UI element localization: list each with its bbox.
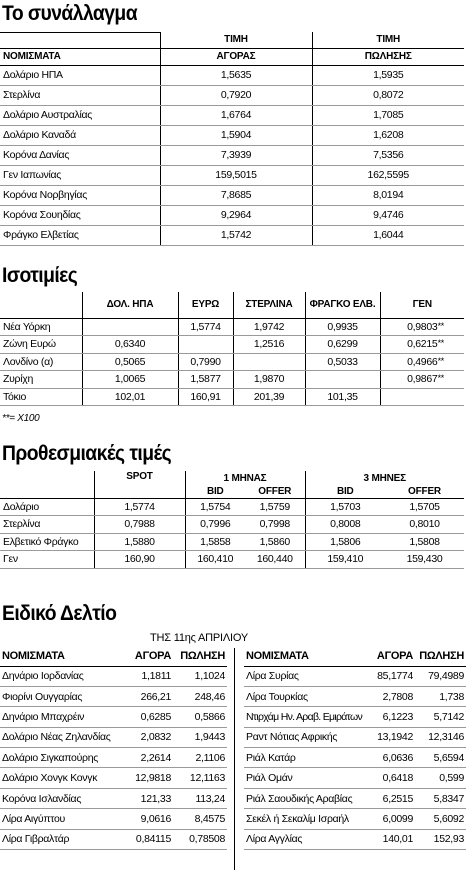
m1-bid-value: 1,5754 [185,498,245,516]
bulletin-row [0,686,227,706]
parity-star: ** [437,355,444,366]
m3-offer-value: 1,5705 [385,498,464,516]
bulletin-currency: Κορόνα Ισλανδίας [0,788,123,808]
bulletin-left-table [0,646,227,850]
bulletin-sell: 1,1024 [173,666,227,686]
parity-value [380,318,464,336]
parity-value-text: 0,9867 [407,373,438,386]
parity-row [0,336,464,354]
m1-offer-value: 160,440 [245,551,305,569]
forward-row [0,533,464,551]
sell-price: 1,7085 [312,105,464,125]
sell-price: 162,5595 [312,165,464,185]
exchange-row [0,105,464,125]
parity-value: 0,6340 [82,336,178,354]
exchange-row [0,125,464,145]
bulletin-currency: Δηνάριο Ιορδανίας [0,666,123,686]
buy-price: 7,3939 [160,145,312,165]
bulletin-currency: Ριάλ Κατάρ [244,748,367,768]
m3-bid-value: 1,5703 [305,498,385,516]
m1-bid-value: 1,5858 [185,533,245,551]
currency-name: Δολάριο Καναδά [0,125,160,145]
bulletin-row [244,809,466,829]
bulletin-sell: 8,4575 [173,809,227,829]
sell-price: 8,0194 [312,185,464,205]
bulletin-row [0,788,227,808]
bulletin-buy: 2,7808 [367,686,415,706]
bulletin-buy: 85,1774 [367,666,415,686]
forward-row [0,498,464,516]
parity-value-text: 0,9803 [407,320,438,333]
bulletin-sell: 1,738 [415,686,466,706]
buy-price: 9,2964 [160,205,312,225]
bulletin-right-table [244,646,466,850]
m1-bid-value: 0,7996 [185,516,245,534]
m1-offer-value: 0,7998 [245,516,305,534]
spot-value: 160,90 [94,551,185,569]
parity-city: Τόκιο [0,388,82,406]
bulletin-row [244,829,466,849]
parity-value [380,388,464,406]
bulletin-sell: 79,4989 [415,666,466,686]
bulletin-currency: Λίρα Γιβραλτάρ [0,829,123,849]
exchange-top-rule [0,32,160,33]
bulletin-sell: 152,93 [415,829,466,849]
bulletin-currency: Δολάριο Σιγκαπούρης [0,748,123,768]
bulletin-currency: Φιορίνι Ουγγαρίας [0,686,123,706]
parity-row [0,318,464,336]
bulletin-currency: Σεκέλ ή Σεκαλίμ Ισραήλ [244,809,367,829]
bulletin-sell: 12,1163 [173,768,227,788]
m3-bid-value: 1,5806 [305,533,385,551]
bulletin-sell: 248,46 [173,686,227,706]
buy-price: 7,8685 [160,185,312,205]
bulletin-row [0,707,227,727]
m3-offer-value: 159,430 [385,551,464,569]
forward-row [0,516,464,534]
bulletin-sell: 113,24 [173,788,227,808]
parity-city: Νέα Υόρκη [0,318,82,336]
bulletin-currency: Λίρα Τουρκίας [244,686,367,706]
parity-col-header: ΣΤΕΡΛΙΝΑ [233,292,305,318]
m3-bid-value: 0,8008 [305,516,385,534]
m3-offer-value: 1,5808 [385,533,464,551]
sell-price: 1,6044 [312,225,464,245]
col-price2-header: ΤΙΜΗ [312,32,464,48]
m1-offer-value: 1,5860 [245,533,305,551]
parity-value: 0,9935 [305,318,380,336]
forward-table [0,471,464,569]
parity-value: 1,0065 [82,371,178,389]
bulletin-left-sell-header: ΠΩΛΗΣΗ [173,646,227,666]
bulletin-row [0,727,227,747]
bulletin-row [0,748,227,768]
bulletin-currency: Λίρα Αγγλίας [244,829,367,849]
bulletin-buy: 6,0099 [367,809,415,829]
bulletin-row [244,707,466,727]
parity-value: 101,35 [305,388,380,406]
spot-value: 1,5774 [94,498,185,516]
bulletin-right-sell-header: ΠΩΛΗΣΗ [415,646,466,666]
parity-star: ** [437,338,444,349]
col-price1-header: ΤΙΜΗ [160,32,312,48]
bulletin-currency: Ραντ Νότιας Αφρικής [244,727,367,747]
bulletin-buy: 2,0832 [123,727,173,747]
bulletin-currency: Ριάλ Σαουδικής Αραβίας [244,788,367,808]
spot-value: 1,5880 [94,533,185,551]
bulletin-row [0,809,227,829]
forward-title: Προθεσμιακές τιμές [2,442,172,465]
bulletin-sell: 5,7142 [415,707,466,727]
bulletin-buy: 0,6285 [123,707,173,727]
bulletin-buy: 12,9818 [123,768,173,788]
bulletin-buy: 140,01 [367,829,415,849]
exchange-title: Το συνάλλαγμα [2,2,138,25]
currency-name: Δολάριο ΗΠΑ [0,65,160,85]
buy-price: 159,5015 [160,165,312,185]
parity-col-header: ΓΕΝ [380,292,464,318]
parity-city: Λονδίνο (α) [0,353,82,371]
parity-value: 201,39 [233,388,305,406]
parity-value: 160,91 [178,388,233,406]
parity-value [380,336,464,354]
parity-value: 0,5033 [305,353,380,371]
currency-name: Φράγκο Ελβετίας [0,225,160,245]
buy-price: 1,5635 [160,65,312,85]
parity-city: Ζυρίχη [0,371,82,389]
sell-price: 1,6208 [312,125,464,145]
exchange-row [0,65,464,85]
currency-name: Γεν Ιαπωνίας [0,165,160,185]
parity-value: 0,7990 [178,353,233,371]
bulletin-row [244,768,466,788]
buy-price: 0,7920 [160,85,312,105]
parity-value [380,371,464,389]
m1-offer-header: OFFER [245,485,305,498]
bulletin-row [0,666,227,686]
exchange-row [0,205,464,225]
bulletin-sell: 5,6594 [415,748,466,768]
bulletin-row [244,748,466,768]
m3-offer-value: 0,8010 [385,516,464,534]
parity-star: ** [437,373,444,384]
bulletin-divider [234,648,235,870]
bulletin-title: Ειδικό Δελτίο [2,602,117,625]
bulletin-buy: 2,2614 [123,748,173,768]
bulletin-row [0,768,227,788]
currency-name: Κορόνα Δανίας [0,145,160,165]
parity-row [0,371,464,389]
forward-currency: Στερλίνα [0,516,94,534]
sell-price: 7,5356 [312,145,464,165]
m3-bid-value: 159,410 [305,551,385,569]
bulletin-buy: 266,21 [123,686,173,706]
parity-value [305,371,380,389]
currency-name: Κορόνα Νορβηγίας [0,185,160,205]
parities-note: **= X100 [2,413,40,424]
exchange-row [0,85,464,105]
exchange-row [0,145,464,165]
bulletin-buy: 0,84115 [123,829,173,849]
sell-price: 9,4746 [312,205,464,225]
parity-row [0,388,464,406]
bulletin-buy: 6,1223 [367,707,415,727]
currency-name: Στερλίνα [0,85,160,105]
m1-bid-value: 160,410 [185,551,245,569]
bulletin-sell: 5,8347 [415,788,466,808]
forward-currency: Ελβετικό Φράγκο [0,533,94,551]
buy-price: 1,5904 [160,125,312,145]
m3-offer-header: OFFER [385,485,464,498]
bulletin-sell: 0,599 [415,768,466,788]
parity-value: 1,5877 [178,371,233,389]
bulletin-row [244,788,466,808]
parity-value [178,336,233,354]
bulletin-date: ΤΗΣ 11ης ΑΠΡΙΛΙΟΥ [150,632,249,644]
parity-col-header: ΦΡΑΓΚΟ ΕΛΒ. [305,292,380,318]
bulletin-buy: 6,0636 [367,748,415,768]
bulletin-buy: 121,33 [123,788,173,808]
m3-header: 3 ΜΗΝΕΣ [305,471,464,485]
parity-value: 1,9870 [233,371,305,389]
parity-value: 102,01 [82,388,178,406]
bulletin-currency: Λίρα Συρίας [244,666,367,686]
col-currency-header: ΝΟΜΙΣΜΑΤΑ [0,48,160,65]
buy-price: 1,5742 [160,225,312,245]
bulletin-sell: 2,1106 [173,748,227,768]
bulletin-currency: Ντιρχάμ Ην. Αραβ. Εμιράτων [244,707,367,727]
bulletin-left-buy-header: ΑΓΟΡΑ [123,646,173,666]
bulletin-sell: 0,5866 [173,707,227,727]
bulletin-currency: Δηνάριο Μπαχρέιν [0,707,123,727]
exchange-row [0,165,464,185]
parity-star: ** [437,320,444,331]
m1-bid-header: BID [185,485,245,498]
bulletin-row [244,727,466,747]
bulletin-row [0,829,227,849]
parity-value: 0,6299 [305,336,380,354]
parity-city: Ζώνη Ευρώ [0,336,82,354]
parity-value: 1,9742 [233,318,305,336]
col-buy-header: ΑΓΟΡΑΣ [160,48,312,65]
bulletin-buy: 9,0616 [123,809,173,829]
parity-value: 1,5774 [178,318,233,336]
sell-price: 1,5935 [312,65,464,85]
forward-row [0,551,464,569]
bulletin-currency: Δολάριο Χονγκ Κονγκ [0,768,123,788]
sell-price: 0,8072 [312,85,464,105]
forward-currency: Γεν [0,551,94,569]
parity-value-text: 0,4966 [407,355,438,368]
bulletin-currency: Δολάριο Νέας Ζηλανδίας [0,727,123,747]
exchange-row [0,225,464,245]
parities-title: Ισοτιμίες [2,264,78,287]
parity-value: 1,2516 [233,336,305,354]
bulletin-sell: 1,9443 [173,727,227,747]
bulletin-buy: 0,6418 [367,768,415,788]
col-sell-header: ΠΩΛΗΣΗΣ [312,48,464,65]
parities-table [0,292,464,406]
parity-value [82,318,178,336]
bulletin-buy: 6,2515 [367,788,415,808]
parity-value [233,353,305,371]
forward-currency: Δολάριο [0,498,94,516]
bulletin-right-currency-header: ΝΟΜΙΣΜΑΤΑ [244,646,367,666]
exchange-row [0,185,464,205]
parity-value-text: 0,6215 [407,338,438,351]
bulletin-sell: 12,3146 [415,727,466,747]
parity-value: 0,5065 [82,353,178,371]
bulletin-left-currency-header: ΝΟΜΙΣΜΑΤΑ [0,646,123,666]
bulletin-row [244,666,466,686]
parity-value [380,353,464,371]
bulletin-row [244,686,466,706]
bulletin-currency: Λίρα Αιγύπτου [0,809,123,829]
m1-offer-value: 1,5759 [245,498,305,516]
buy-price: 1,6764 [160,105,312,125]
currency-name: Δολάριο Αυστραλίας [0,105,160,125]
bulletin-buy: 13,1942 [367,727,415,747]
parity-row [0,353,464,371]
exchange-table [0,32,464,246]
m1-header: 1 ΜΗΝΑΣ [185,471,305,485]
bulletin-right-buy-header: ΑΓΟΡΑ [367,646,415,666]
parity-col-header: ΔΟΛ. ΗΠΑ [82,292,178,318]
currency-name: Κορόνα Σουηδίας [0,205,160,225]
spot-value: 0,7988 [94,516,185,534]
bulletin-sell: 0,78508 [173,829,227,849]
bulletin-currency: Ριάλ Ομάν [244,768,367,788]
bulletin-sell: 5,6092 [415,809,466,829]
spot-header: SPOT [94,471,185,498]
parity-col-header: ΕΥΡΩ [178,292,233,318]
m3-bid-header: BID [305,485,385,498]
bulletin-buy: 1,1811 [123,666,173,686]
